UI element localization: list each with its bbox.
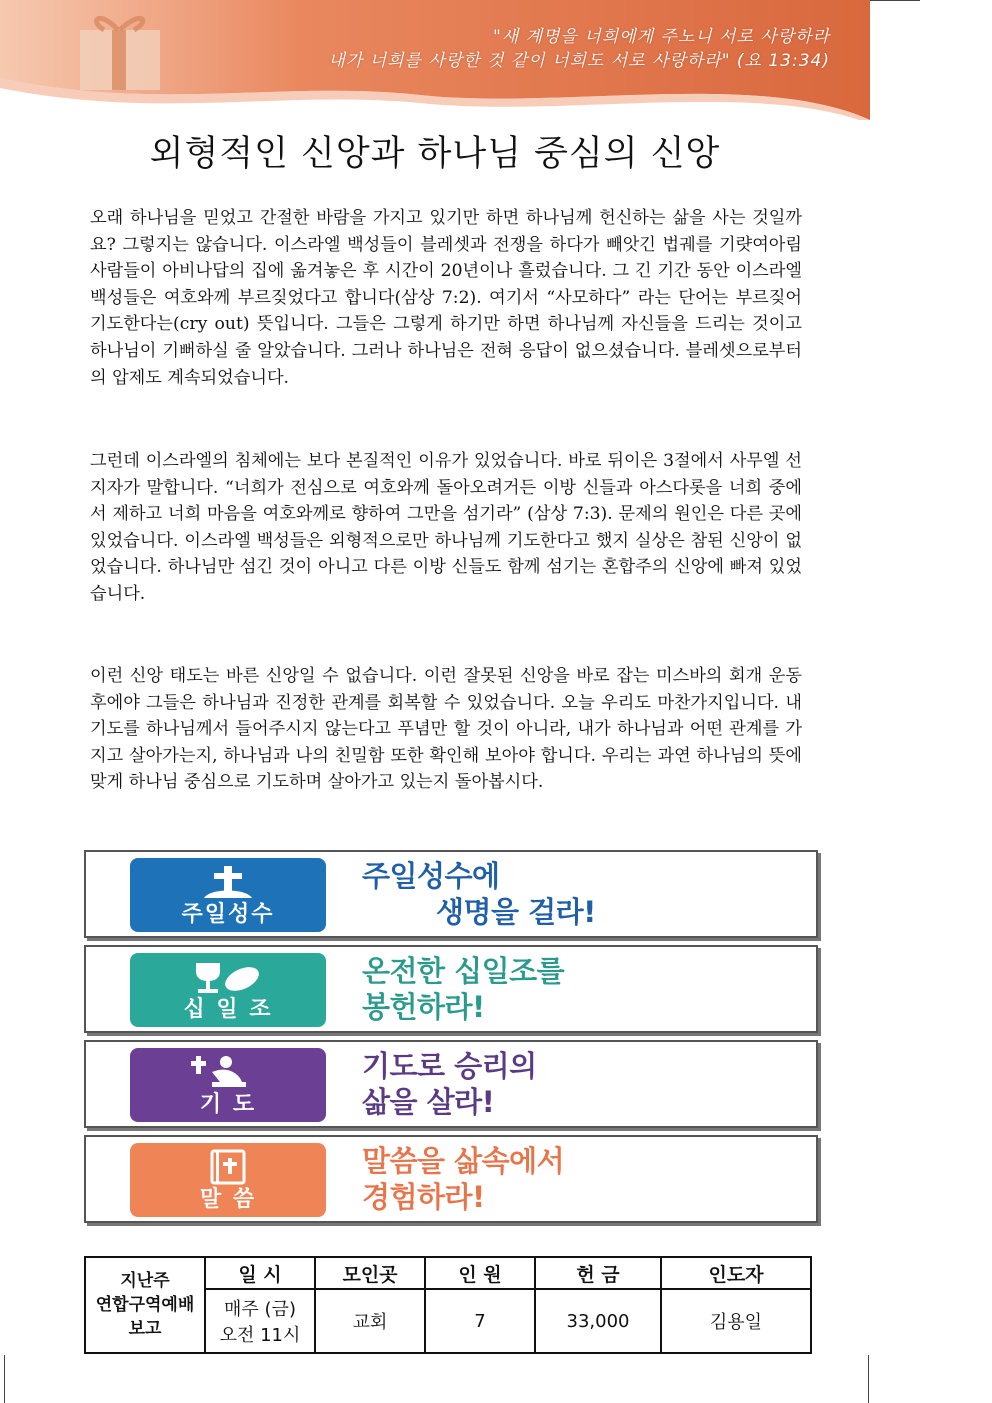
report-label-line-1: 지난주 [120,1271,170,1291]
paragraph-1: 오래 하나님을 믿었고 간절한 바람을 가지고 있기만 하면 하나님께 헌신하는 삶을 사는 것일까요? 그렇지는 않습니다. 이스라엘 백성들이 블레셋과 전쟁을 하다가 빼앗긴 법궤를 기럇여아림 사람들이 아비나답의 집에 옮겨놓은 후 시간이 20년이나 흘렀습니다. 그 긴 기간 동안 이스라엘 백성들은 여호와께 부르짖었다고 합니다(삼상 7:2). 여기서 “사모하다” 라는 단어는 부르짖어 기도한다는(cry out) 뜻입니다. 그들은 그렇게 하기만 하면 하나님께 자신들을 드리는 것이고 하나님이 기뻐하실 줄 알았습니다. 그러나 하나님은 전혀 응답이 없으셨습니다. 블레셋으로부터의 압제도 계속되었습니다. [90,208,802,388]
slogan-line-2: 경험하라! [362,1180,485,1214]
badge-label: 주일성수 [181,902,275,927]
badge-sunday [130,858,326,932]
banner-prayer [84,1040,818,1128]
slogan-tithe [362,953,564,1025]
cell-time [205,1289,315,1353]
header-time: 일 시 [205,1257,315,1289]
slogan-prayer [362,1048,537,1120]
slogan-line-1: 말씀을 삶속에서 [362,1144,565,1178]
praying-person-icon [130,1054,326,1090]
cross-icon [130,864,326,900]
header-attendance: 인 원 [425,1257,535,1289]
badge-prayer [130,1048,326,1122]
cup-bread-icon [130,959,326,995]
time-line-1: 매주 (금) [224,1299,296,1320]
report-label-line-2: 연합구역예배 [95,1295,195,1315]
badge-label: 말 씀 [199,1187,257,1212]
slogan-line-2: 봉헌하라! [362,990,485,1024]
paragraph-2: 그런데 이스라엘의 침체에는 보다 본질적인 이유가 있었습니다. 바로 뒤이은 3절에서 사무엘 선지자가 말합니다. “너희가 전심으로 여호와께 돌아오려거든 이방 신들과 아스다롯을 너희 중에서 제하고 너희 마음을 여호와께로 향하여 그만을 섬기라” (삼상 7:3). 문제의 원인은 다른 곳에 있었습니다. 이스라엘 백성들은 외형적으로만 하나님께 기도한다고 했지 실상은 참된 신앙이 없었습니다. 하나님만 섬긴 것이 아니고 다른 이방 신들도 함께 섬기는 혼합주의 신앙에 빠져 있었습니다. [90,451,802,604]
header-offering: 헌 금 [535,1257,661,1289]
banner-word [84,1135,818,1223]
page-title: 외형적인 신앙과 하나님 중심의 신앙 [149,134,721,174]
page-border-right [868,1355,869,1403]
verse-line-2: 내가 너희를 사랑한 것 같이 너희도 서로 사랑하라" (요 13:34) [328,51,830,71]
slogan-word [362,1143,564,1215]
slogan-line-1: 주일성수에 [362,859,500,893]
report-label-line-3: 보고 [128,1319,162,1339]
page-border-left [4,1355,5,1403]
page-border-top [870,0,920,1]
paragraph-3: 이런 신앙 태도는 바른 신앙일 수 없습니다. 이런 잘못된 신앙을 바로 잡는 미스바의 회개 운동 후에야 그들은 하나님과 진정한 관계를 회복할 수 있었습니다. 오늘 우리도 마찬가지입니다. 내 기도를 하나님께서 들어주시지 않는다고 푸념만 할 것이 아니라, 내가 하나님과 어떤 관계를 가지고 살아가는지, 하나님과 나의 친밀함 또한 확인해 보아야 합니다. 우리는 과연 하나님의 뜻에 맞게 하나님 중심으로 기도하며 살아가고 있는지 돌아봅시다. [90,666,802,793]
badge-word [130,1143,326,1217]
cell-leader: 김용일 [661,1289,811,1353]
header-banner [0,0,870,120]
badge-label: 십 일 조 [183,997,273,1022]
header-place: 모인곳 [315,1257,425,1289]
slogan-line-1: 기도로 승리의 [362,1049,537,1083]
badge-label: 기 도 [199,1092,257,1117]
cell-attendance: 7 [425,1289,535,1353]
slogan-sunday [362,858,596,930]
banner-sunday [84,850,818,938]
header-leader: 인도자 [661,1257,811,1289]
banner-tithe [84,945,818,1033]
badge-tithe [130,953,326,1027]
verse-line-1: "새 계명을 너희에게 주노니 서로 사랑하라 [492,27,830,47]
slogan-line-2: 생명을 걸라! [436,895,596,929]
time-line-2: 오전 11시 [219,1325,301,1346]
report-label-cell [85,1257,205,1353]
cell-place: 교회 [315,1289,425,1353]
worship-report-table [84,1256,812,1354]
bible-icon [130,1149,326,1185]
table-header-row [85,1257,811,1289]
cell-offering: 33,000 [535,1289,661,1353]
slogan-line-1: 온전한 십일조를 [362,954,565,988]
slogan-line-2: 삶을 살라! [362,1085,495,1119]
